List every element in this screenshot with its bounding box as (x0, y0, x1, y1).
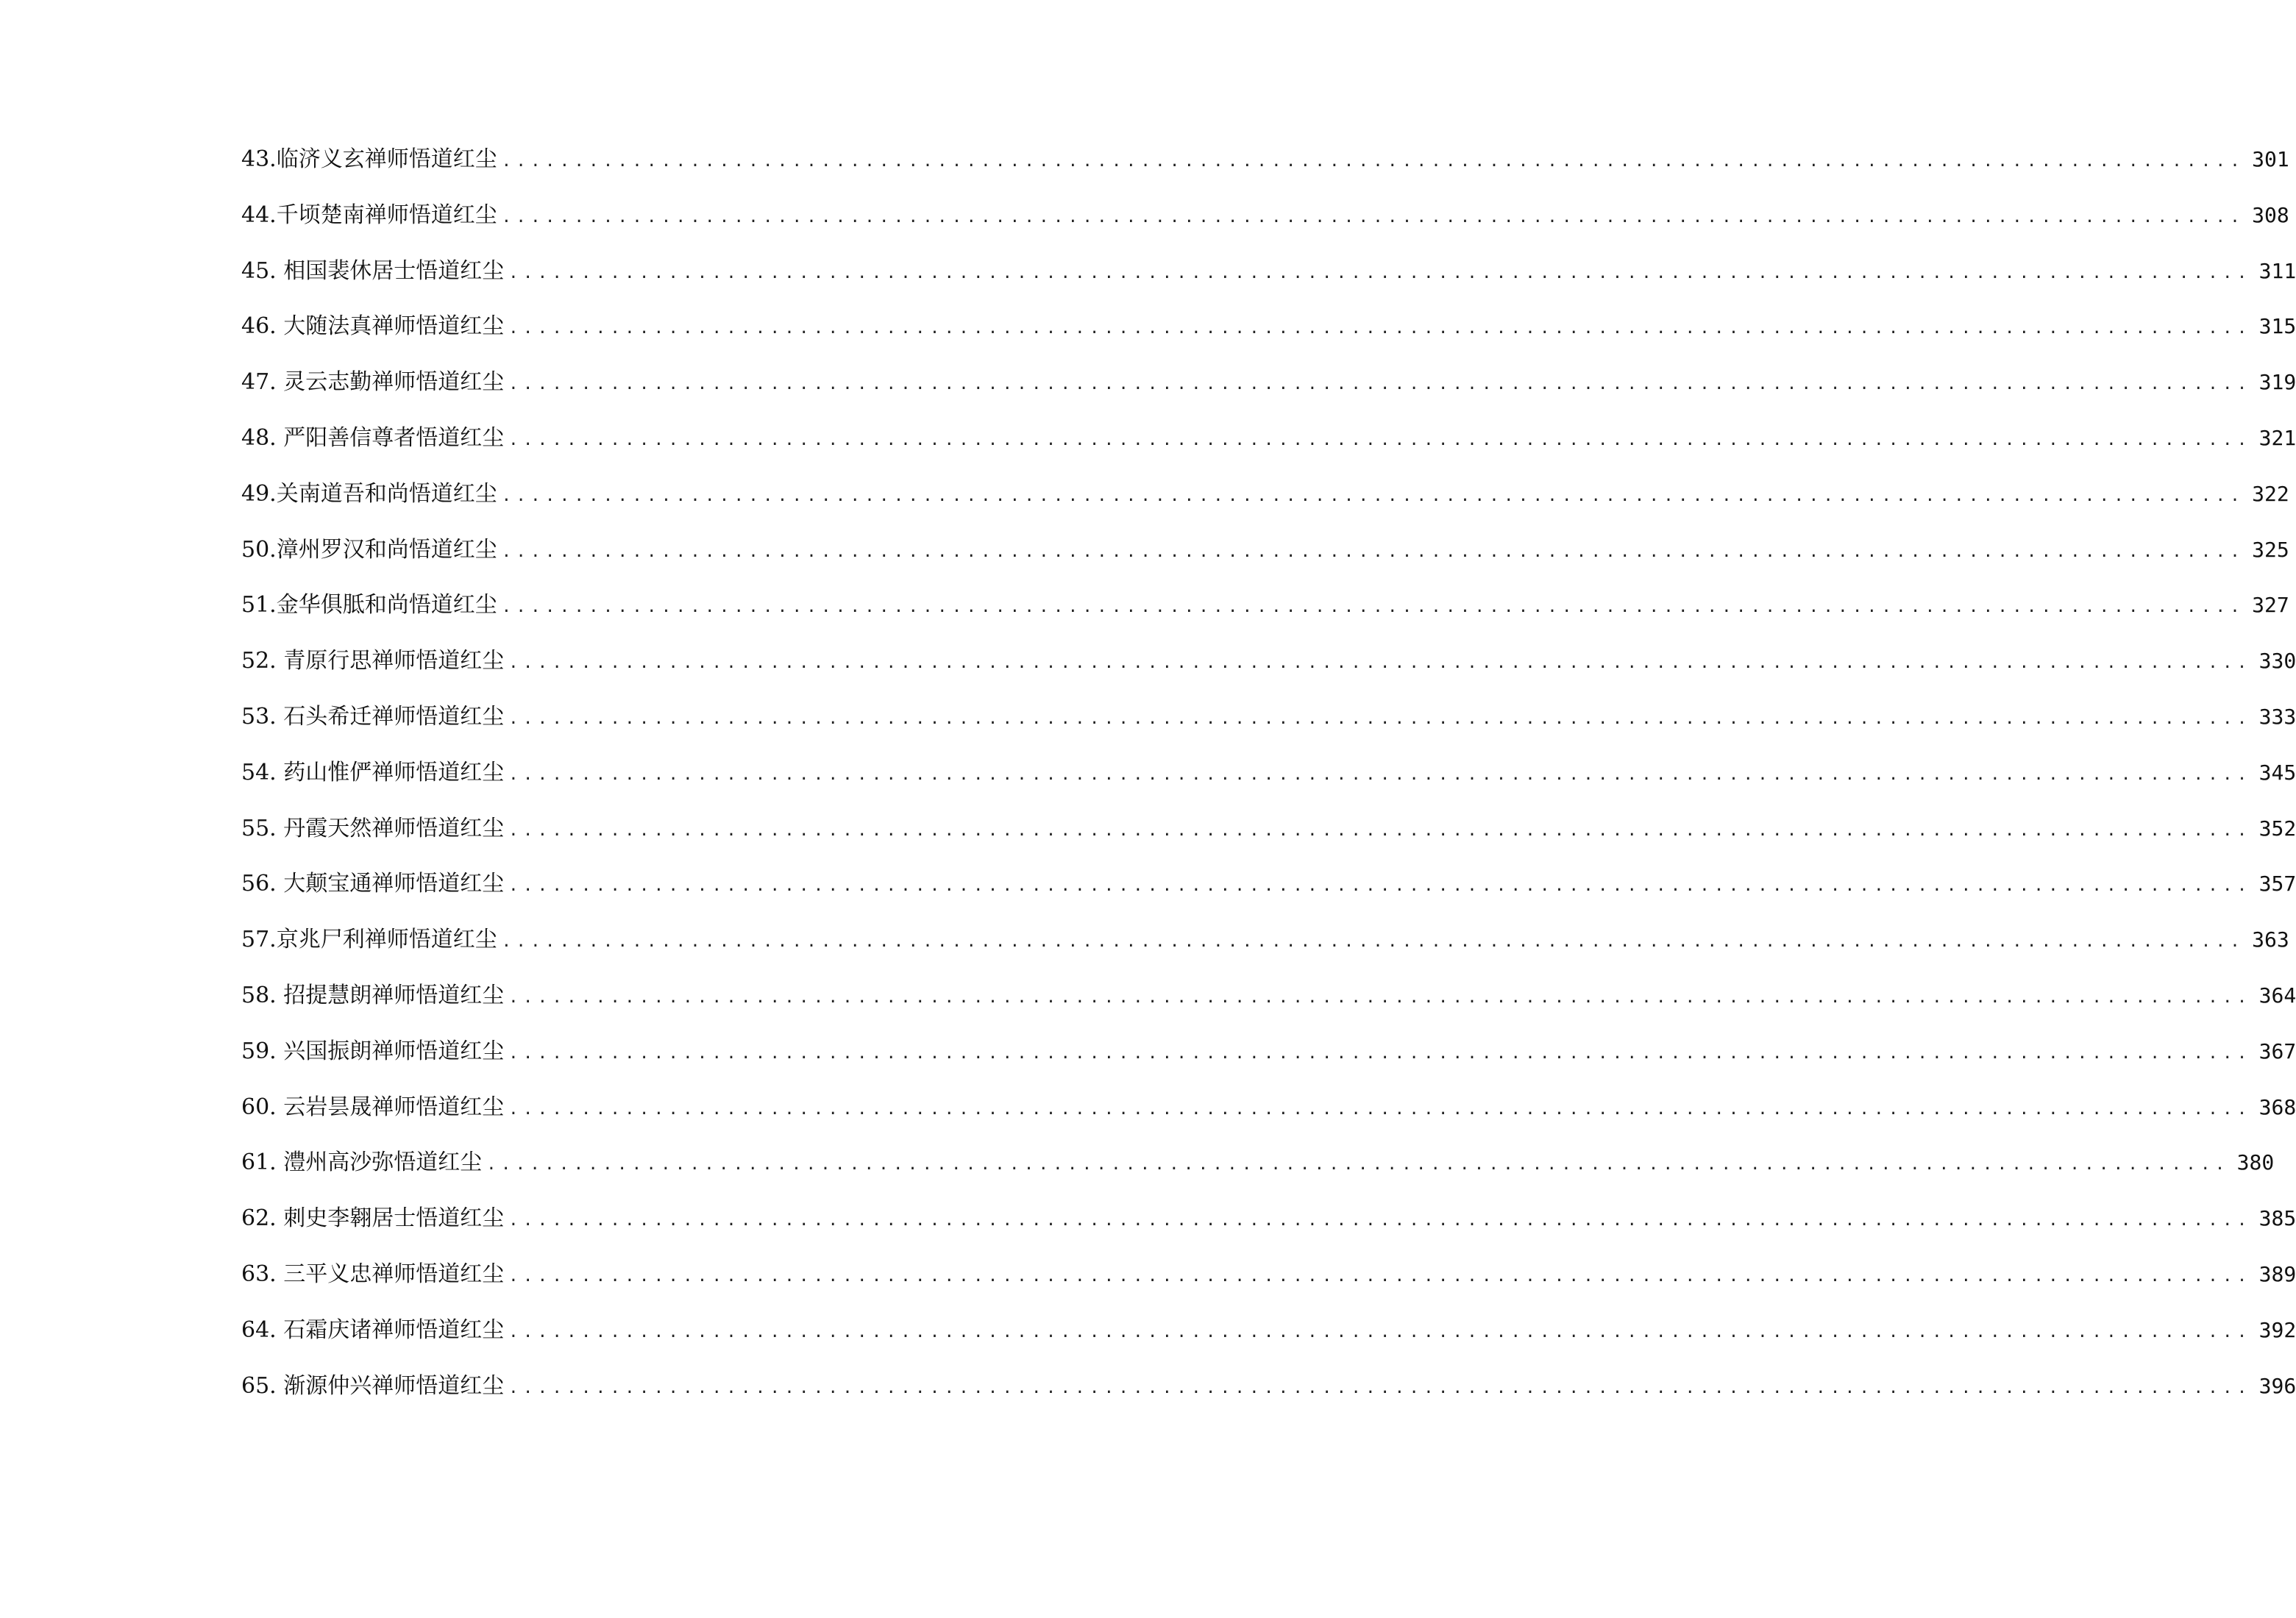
toc-entry-title: 63. 三平义忠禅师悟道红尘 (241, 1261, 505, 1287)
dot-leader: ........................................................................................................................ (501, 933, 2245, 952)
dot-leader: ........................................................................................................................ (508, 654, 2252, 673)
toc-entry-title: 50.漳州罗汉和尚悟道红尘 (241, 536, 497, 563)
toc-entry[interactable] (241, 1203, 2296, 1259)
toc-entry[interactable] (241, 1315, 2296, 1371)
dot-leader: ........................................................................................................................ (508, 709, 2252, 728)
toc-entry-page-number: 308 (2252, 202, 2289, 227)
toc-entry-page-number: 319 (2258, 370, 2296, 395)
toc-entry[interactable] (241, 980, 2296, 1036)
dot-leader: ........................................................................................................................ (501, 207, 2245, 227)
toc-entry-title: 53. 石头希迁禅师悟道红尘 (241, 703, 505, 730)
toc-entry-title: 64. 石霜庆诸禅师悟道红尘 (241, 1316, 505, 1343)
dot-leader: ........................................................................................................................ (508, 765, 2252, 784)
dot-leader: ........................................................................................................................ (508, 988, 2252, 1007)
toc-entry-title: 54. 药山惟俨禅师悟道红尘 (241, 759, 505, 785)
toc-entry[interactable] (241, 200, 2289, 256)
toc-entry-page-number: 367 (2258, 1038, 2296, 1063)
toc-entry-title: 55. 丹霞天然禅师悟道红尘 (241, 815, 505, 841)
dot-leader: ........................................................................................................................ (508, 1211, 2252, 1230)
toc-entry-title: 61. 澧州高沙弥悟道红尘 (241, 1150, 483, 1176)
toc-entry[interactable] (241, 1036, 2296, 1092)
toc-entry-page-number: 322 (2252, 481, 2289, 506)
toc-entry[interactable] (241, 924, 2289, 980)
dot-leader: ........................................................................................................................ (501, 486, 2245, 505)
toc-entry[interactable] (241, 590, 2289, 646)
toc-entry-page-number: 352 (2258, 816, 2296, 841)
toc-entry-title: 46. 大随法真禅师悟道红尘 (241, 313, 505, 340)
toc-entry-title: 62. 刺史李翱居士悟道红尘 (241, 1205, 505, 1232)
toc-entry-page-number: 368 (2258, 1094, 2296, 1119)
toc-entry[interactable] (241, 367, 2296, 423)
dot-leader: ........................................................................................................................ (508, 375, 2252, 394)
toc-entry-page-number: 396 (2258, 1373, 2296, 1398)
toc-entry-page-number: 389 (2258, 1261, 2296, 1286)
toc-entry-title: 57.京兆尸利禅师悟道红尘 (241, 927, 497, 953)
toc-entry-page-number: 363 (2252, 927, 2289, 952)
toc-entry-page-number: 301 (2252, 147, 2289, 171)
dot-leader: ........................................................................................................................ (508, 877, 2252, 896)
toc-entry-page-number: 330 (2258, 649, 2296, 674)
dot-leader: ........................................................................................................................ (508, 1044, 2252, 1063)
toc-entry[interactable] (241, 1371, 2296, 1427)
dot-leader: ........................................................................................................................ (501, 598, 2245, 617)
toc-entry[interactable] (241, 256, 2296, 312)
toc-entry-title: 48. 严阳善信尊者悟道红尘 (241, 424, 505, 451)
toc-entry-page-number: 311 (2258, 258, 2296, 283)
toc-entry[interactable] (241, 813, 2296, 869)
toc-entry-title: 45. 相国裴休居士悟道红尘 (241, 257, 505, 284)
toc-entry[interactable] (241, 1092, 2296, 1148)
toc-entry-title: 65. 渐源仲兴禅师悟道红尘 (241, 1372, 505, 1399)
toc-entry-title: 49.关南道吾和尚悟道红尘 (241, 480, 497, 507)
toc-entry[interactable] (241, 1259, 2296, 1315)
toc-entry-page-number: 321 (2258, 425, 2296, 450)
toc-entry[interactable] (241, 869, 2296, 924)
toc-entry-title: 60. 云岩昙晟禅师悟道红尘 (241, 1094, 505, 1120)
toc-entry[interactable] (241, 311, 2296, 367)
toc-entry-title: 47. 灵云志勤禅师悟道红尘 (241, 369, 505, 396)
dot-leader: ........................................................................................................................ (501, 542, 2245, 561)
toc-entry-page-number: 357 (2258, 872, 2296, 897)
toc-entry-page-number: 380 (2236, 1150, 2275, 1175)
dot-leader: ........................................................................................................................ (501, 152, 2245, 171)
toc-entry[interactable] (241, 1147, 2275, 1203)
toc-entry-page-number: 325 (2252, 537, 2289, 562)
toc-entry-page-number: 315 (2258, 314, 2296, 339)
toc-entry-page-number: 364 (2258, 983, 2296, 1008)
toc-entry-title: 43.临济义玄禅师悟道红尘 (241, 146, 497, 172)
toc-entry-title: 44.千顷楚南禅师悟道红尘 (241, 202, 497, 228)
dot-leader: ........................................................................................................................ (508, 430, 2252, 449)
toc-entry-title: 58. 招提慧朗禅师悟道红尘 (241, 982, 505, 1008)
dot-leader: ........................................................................................................................ (508, 1100, 2252, 1119)
toc-entry[interactable] (241, 702, 2296, 758)
toc-entry-page-number: 333 (2258, 704, 2296, 729)
dot-leader: ........................................................................................................................ (508, 319, 2252, 338)
dot-leader: ........................................................................................................................ (508, 1322, 2252, 1341)
toc-entry[interactable] (241, 758, 2296, 813)
dot-leader: ........................................................................................................................ (508, 263, 2252, 282)
toc-entry-page-number: 385 (2258, 1206, 2296, 1231)
table-of-contents (241, 144, 2296, 1426)
toc-entry-page-number: 345 (2258, 760, 2296, 785)
dot-leader: ........................................................................................................................ (486, 1155, 2230, 1175)
dot-leader: ........................................................................................................................ (508, 1266, 2252, 1286)
toc-entry[interactable] (241, 535, 2289, 591)
toc-entry[interactable] (241, 423, 2296, 479)
toc-entry[interactable] (241, 646, 2296, 702)
dot-leader: ........................................................................................................................ (508, 1378, 2252, 1397)
toc-entry-title: 59. 兴国振朗禅师悟道红尘 (241, 1038, 505, 1064)
toc-entry[interactable] (241, 144, 2289, 200)
dot-leader: ........................................................................................................................ (508, 821, 2252, 840)
toc-entry-title: 56. 大颠宝通禅师悟道红尘 (241, 871, 505, 897)
toc-entry-page-number: 392 (2258, 1317, 2296, 1342)
toc-entry-page-number: 327 (2252, 593, 2289, 618)
toc-entry-title: 51.金华俱胝和尚悟道红尘 (241, 592, 497, 619)
toc-entry[interactable] (241, 479, 2289, 535)
toc-entry-title: 52. 青原行思禅师悟道红尘 (241, 648, 505, 674)
